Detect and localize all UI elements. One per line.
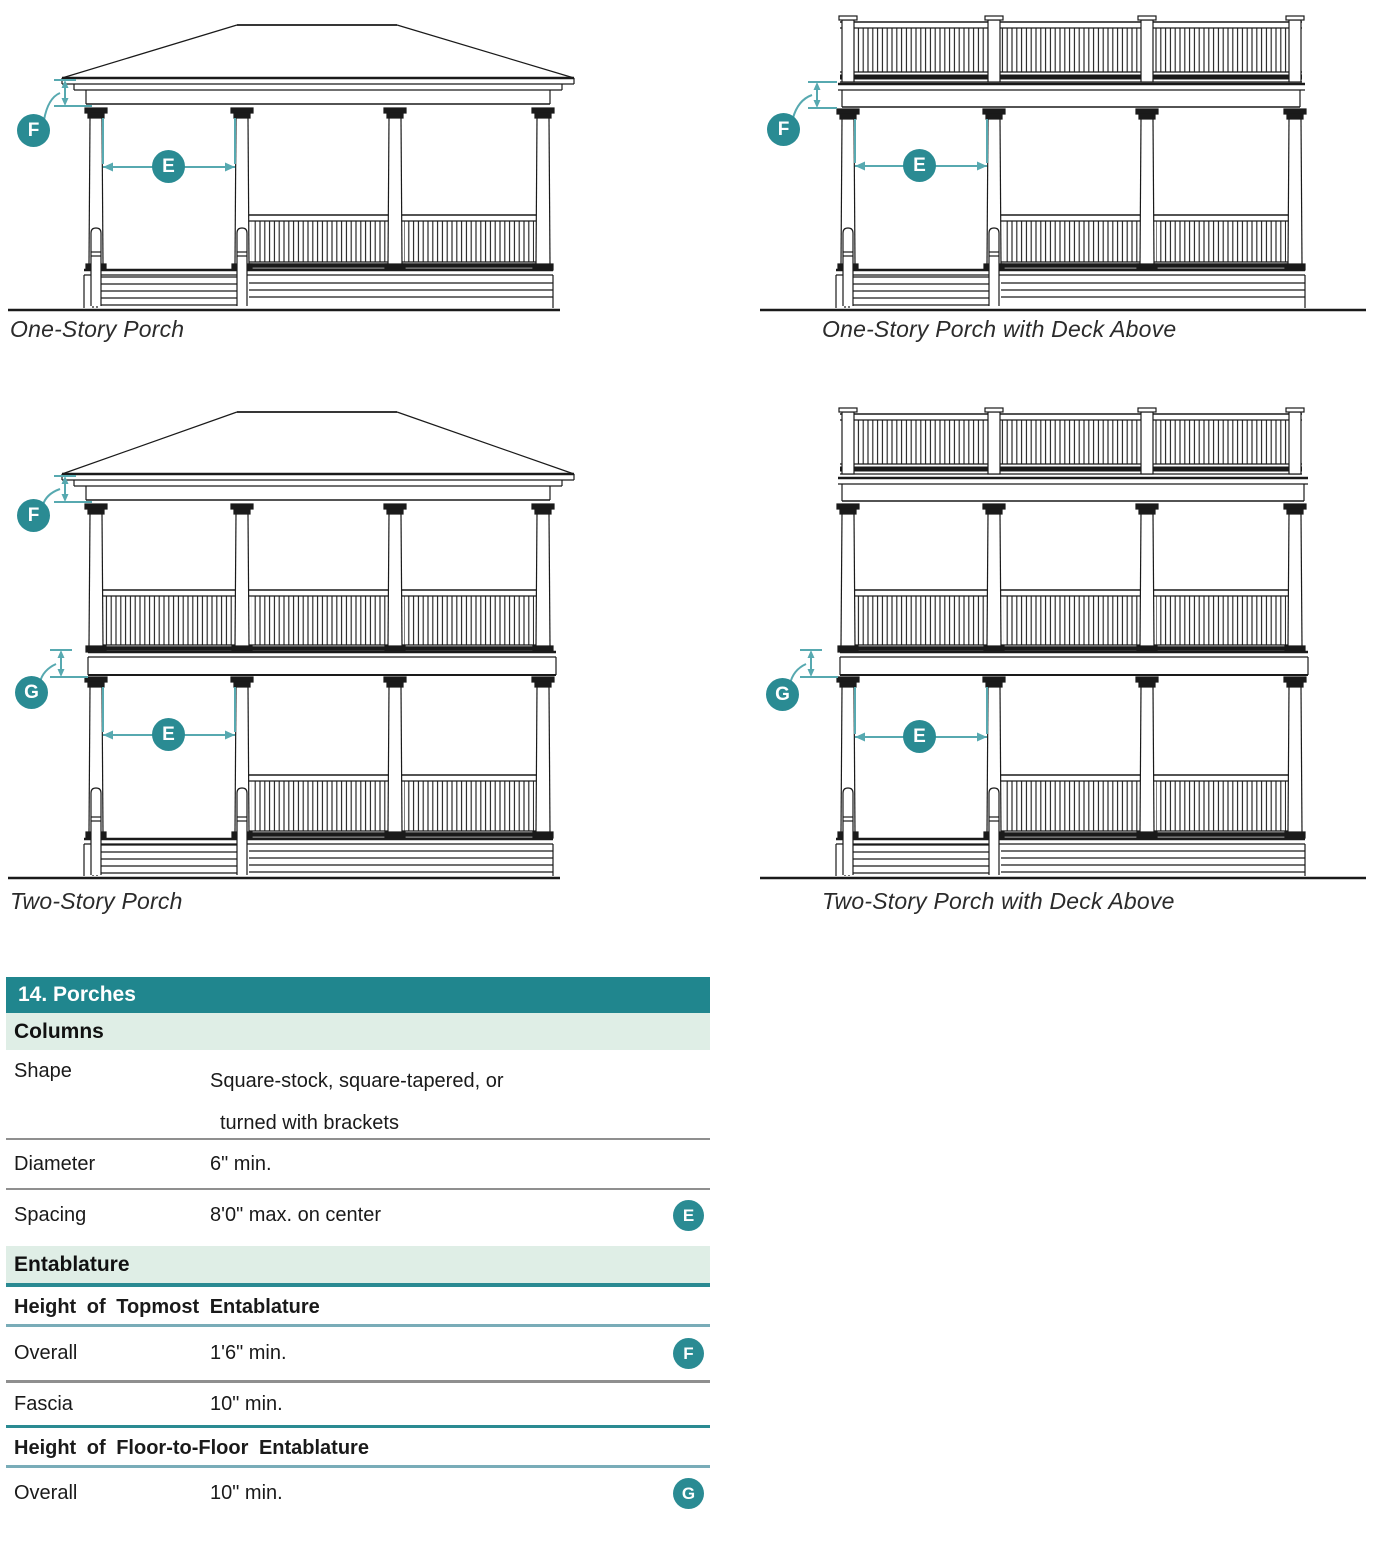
table-row-shape — [6, 1050, 710, 1140]
hip-roof — [62, 412, 574, 486]
row-label: Overall — [14, 1342, 78, 1364]
entablature — [838, 84, 1305, 107]
table-row-overall-topmost — [6, 1327, 710, 1383]
f-measure-arrow — [44, 80, 92, 120]
g-measure-arrow — [790, 650, 838, 684]
porch-steps — [93, 277, 246, 308]
badge-f: F — [767, 113, 800, 146]
table-row-spacing — [6, 1190, 710, 1240]
badge-f: F — [673, 1338, 704, 1369]
porch-railing — [1001, 215, 1288, 269]
row-value: 8'0" max. on center — [210, 1203, 382, 1226]
drawing-two-story-porch — [8, 400, 588, 885]
row-label: Diameter — [14, 1152, 96, 1175]
badge-e: E — [673, 1200, 704, 1231]
upper-railing — [103, 590, 536, 649]
subsection-topmost-entablature: Height of Topmost Entablature — [6, 1287, 710, 1327]
entablature — [838, 478, 1308, 501]
row-label: Fascia — [14, 1392, 73, 1415]
floor-entablature — [88, 652, 556, 675]
row-value: 6" min. — [210, 1152, 272, 1175]
porches-spec-table — [6, 977, 710, 1518]
entablature — [86, 486, 550, 500]
hip-roof — [62, 25, 574, 90]
deck-railing — [839, 408, 1304, 474]
badge-f: F — [17, 114, 50, 147]
table-title: 14. Porches — [6, 977, 710, 1013]
newel-posts — [91, 228, 247, 306]
porch-railing — [249, 775, 536, 838]
badge-g: G — [673, 1478, 704, 1509]
porch-steps — [845, 277, 998, 308]
figure-caption: Two-Story Porch with Deck Above — [822, 888, 1175, 914]
table-row-diameter — [6, 1140, 710, 1190]
porch-railing — [1001, 775, 1288, 838]
drawing-one-story-porch — [8, 0, 588, 315]
figure-two-story-porch-deck — [760, 400, 1372, 920]
badge-g: G — [15, 676, 48, 709]
newel-posts — [843, 228, 999, 306]
drawing-one-story-porch-deck — [760, 0, 1372, 315]
badge-f: F — [17, 499, 50, 532]
badge-e: E — [903, 149, 936, 182]
table-row-overall-floor-to-floor — [6, 1468, 710, 1518]
badge-e: E — [903, 720, 936, 753]
drawing-two-story-porch-deck — [760, 400, 1372, 885]
row-label: Overall — [14, 1481, 78, 1504]
section-heading-entablature: Entablature — [6, 1246, 710, 1287]
row-label: Spacing — [14, 1203, 87, 1226]
newel-posts — [843, 788, 999, 875]
figure-one-story-porch-deck — [760, 0, 1372, 350]
f-measure-arrow — [793, 82, 837, 118]
upper-railing — [855, 590, 1288, 649]
g-measure-arrow — [40, 650, 88, 682]
table-row-fascia — [6, 1383, 710, 1428]
porch-floor — [84, 270, 553, 308]
badge-e: E — [152, 150, 185, 183]
figure-caption: One-Story Porch with Deck Above — [822, 316, 1177, 342]
row-value: 1'6" min. — [210, 1342, 287, 1364]
row-value: Square-stock, square-tapered, or turned with brackets — [210, 1070, 504, 1134]
floor-entablature — [840, 652, 1308, 675]
figure-one-story-porch — [8, 0, 588, 350]
row-label: Shape — [14, 1060, 72, 1082]
porch-railing — [249, 215, 536, 269]
badge-g: G — [766, 678, 799, 711]
porch-floor — [836, 270, 1305, 308]
section-heading-columns: Columns — [6, 1013, 710, 1050]
deck-railing — [839, 16, 1304, 82]
subsection-floor-to-floor-entablature: Height of Floor-to-Floor Entablature — [6, 1428, 710, 1468]
newel-posts — [91, 788, 247, 875]
figure-caption: Two-Story Porch — [10, 888, 183, 914]
porch-steps — [845, 845, 998, 876]
figure-two-story-porch — [8, 400, 588, 920]
figure-caption: One-Story Porch — [10, 316, 185, 342]
entablature — [86, 90, 550, 104]
row-value: 10" min. — [210, 1392, 283, 1415]
badge-e: E — [152, 718, 185, 751]
porch-steps — [93, 845, 246, 876]
row-value: 10" min. — [210, 1481, 283, 1504]
